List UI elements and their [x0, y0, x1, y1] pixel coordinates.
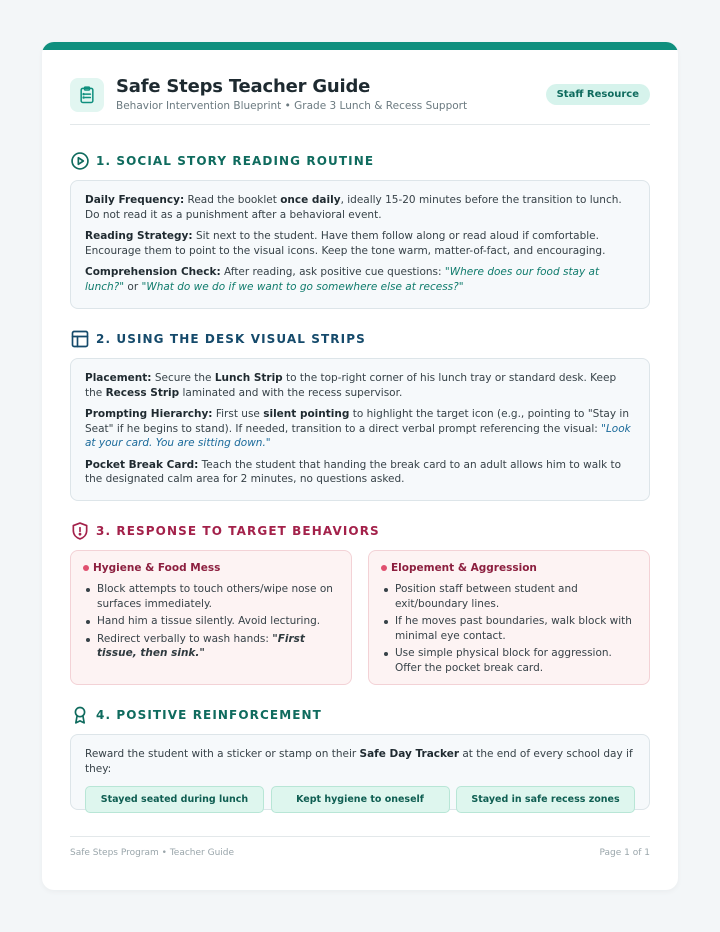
elopement-list	[381, 582, 637, 675]
cue-question-2: "What do we do if we want to go somewhere else at recess?"	[141, 280, 464, 293]
verbal-prompt-quote: "Look at your card. You are sitting down."	[85, 422, 631, 449]
lunch-strip-label: Lunch Strip	[214, 372, 283, 384]
award-ribbon-icon	[70, 705, 90, 725]
hand-wash-quote: "First tissue, then sink."	[97, 632, 305, 659]
section-4-box	[70, 734, 650, 810]
reward-text-1: Reward the student with a sticker or stamp on their	[85, 748, 360, 760]
hygiene-card	[70, 550, 352, 685]
footer-program: Safe Steps Program • Teacher Guide	[70, 848, 235, 858]
cue-question-or: or	[124, 280, 142, 293]
elopement-card-title	[381, 562, 637, 574]
placement-text-3: laminated and with the recess supervisor.	[179, 386, 403, 399]
play-circle-icon	[70, 151, 90, 171]
criteria-chip: Kept hygiene to oneself	[271, 786, 450, 813]
daily-frequency-text	[85, 193, 635, 222]
page-header	[70, 76, 650, 126]
list-item: Hand him a tissue silently. Avoid lecturing.	[83, 614, 339, 629]
section-1-box	[70, 180, 650, 309]
pocket-break-card-body: Teach the student that handing the break card to an adult allows him to walk to the designated calm area for 2 minutes, no questions asked.	[85, 458, 622, 485]
placement-text-1: Secure the	[151, 372, 215, 384]
accent-bar	[42, 42, 678, 50]
pocket-break-card-text	[85, 458, 635, 487]
section-2-title: 2. USING THE DESK VISUAL STRIPS	[96, 332, 366, 346]
section-4-header	[70, 705, 650, 727]
comprehension-check-text	[85, 265, 635, 294]
section-2-header	[70, 329, 650, 351]
list-item: Position staff between student and exit/boundary lines.	[381, 582, 637, 611]
staff-resource-badge: Staff Resource	[546, 84, 650, 105]
comprehension-check-label: Comprehension Check:	[85, 266, 221, 278]
reward-text-2: at the end of every school day if they:	[85, 748, 633, 775]
placement-label: Placement:	[85, 372, 152, 384]
prompting-text-1: First use	[212, 408, 264, 420]
reading-strategy-label: Reading Strategy:	[85, 230, 193, 242]
reading-strategy-body: Sit next to the student. Have them follow along or read aloud if comfortable. Encourage them to point to the visual icons. Keep the tone warm, matter-of-fact, and encouraging.	[85, 230, 606, 257]
recess-strip-label: Recess Strip	[105, 386, 180, 399]
footer-page-number: Page 1 of 1	[599, 848, 650, 858]
section-3-header	[70, 521, 650, 543]
pocket-break-card-label: Pocket Break Card:	[85, 458, 199, 471]
list-item	[83, 632, 339, 661]
hygiene-card-title	[83, 562, 339, 574]
section-2-box	[70, 358, 650, 501]
prompting-hierarchy-text	[85, 407, 635, 451]
silent-pointing-label: silent pointing	[263, 408, 350, 420]
page-title: Safe Steps Teacher Guide	[116, 76, 371, 97]
daily-frequency-label: Daily Frequency:	[85, 194, 185, 206]
hygiene-list	[83, 582, 339, 661]
daily-frequency-text-2: , ideally 15-20 minutes before the transition to lunch. Do not read it as a punishment after a behavioral event.	[85, 194, 622, 221]
list-item: Use simple physical block for aggression. Offer the pocket break card.	[381, 646, 637, 675]
bullet-dot	[381, 565, 387, 571]
layout-icon	[70, 329, 90, 349]
hygiene-title-text: Hygiene & Food Mess	[93, 562, 221, 574]
criteria-chip: Stayed seated during lunch	[85, 786, 264, 813]
placement-text-2: to the top-right corner of his lunch tray or standard desk. Keep the	[85, 372, 617, 399]
section-4-title: 4. POSITIVE REINFORCEMENT	[96, 708, 322, 722]
placement-text	[85, 371, 635, 400]
daily-frequency-bold: once daily	[280, 194, 341, 206]
daily-frequency-text-1: Read the booklet	[184, 194, 281, 206]
section-1-header	[70, 151, 650, 173]
elopement-card	[368, 550, 650, 685]
prompting-text-2: to highlight the target icon (e.g., pointing to "Stay in Seat" if he begins to stand). If needed, transition to a direct verbal prompt referencing the visual:	[85, 408, 629, 435]
page-subtitle: Behavior Intervention Blueprint • Grade 3 Lunch & Recess Support	[116, 100, 468, 112]
guide-card	[42, 42, 678, 890]
reward-text	[85, 747, 635, 776]
list-item-text: Redirect verbally to wash hands:	[97, 632, 273, 645]
list-item: Block attempts to touch others/wipe nose on surfaces immediately.	[83, 582, 339, 611]
cue-question-1: "Where does our food stay at lunch?"	[85, 266, 600, 293]
section-3-title: 3. RESPONSE TO TARGET BEHAVIORS	[96, 524, 380, 538]
shield-alert-icon	[70, 521, 90, 541]
criteria-chip: Stayed in safe recess zones	[456, 786, 635, 813]
elopement-title-text: Elopement & Aggression	[391, 562, 537, 574]
reading-strategy-text	[85, 229, 635, 258]
section-1-title: 1. SOCIAL STORY READING ROUTINE	[96, 154, 375, 168]
reward-criteria	[85, 786, 635, 813]
clipboard-list-icon	[70, 78, 104, 112]
list-item: If he moves past boundaries, walk block with minimal eye contact.	[381, 614, 637, 643]
safe-day-tracker-label: Safe Day Tracker	[359, 748, 459, 760]
footer-divider	[70, 836, 650, 837]
prompting-hierarchy-label: Prompting Hierarchy:	[85, 408, 213, 420]
header-divider	[70, 124, 650, 125]
bullet-dot	[83, 565, 89, 571]
comprehension-check-body: After reading, ask positive cue questions:	[220, 266, 445, 278]
